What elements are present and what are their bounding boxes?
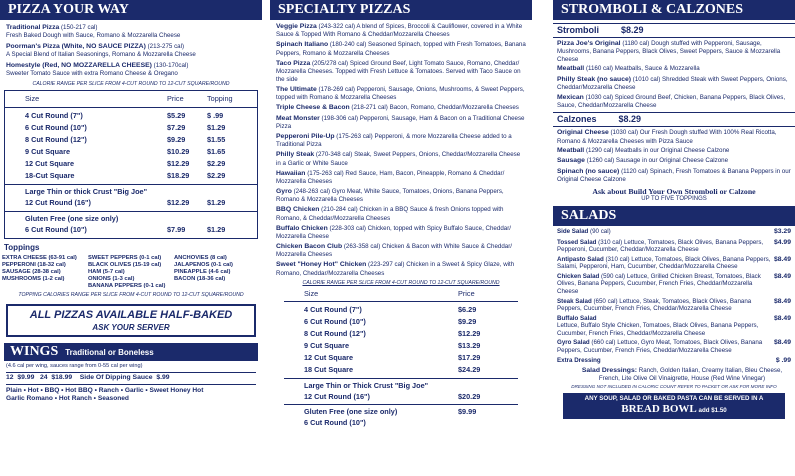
divider [5, 184, 257, 185]
specialty-item: Gyro (248-263 cal) Gyro Meat, White Sauce, Tomatoes, Onions, Banana Peppers, Romano & Mozzarella Cheeses [276, 188, 504, 204]
pizza-column [0, 0, 262, 476]
table-row: 18 Cut Square $24.29 [304, 364, 481, 374]
salad-item: Antipasto Salad (310 cal) Lettuce, Tomatoes, Black Olives, Banana Peppers, Salami, Pepperoni, Ham, Cucumber, Cheddar/Mozzarella Cheese $8.49 [557, 255, 791, 271]
salad-item: Steak Salad (650 cal) Lettuce, Steak, Tomatoes, Black Olives, Banana Peppers, Cucumber, French Fries, Cheddar/Mozzarella Cheese $8.49 [557, 297, 791, 313]
table-row: 8 Cut Round (12") $12.29 [304, 328, 481, 338]
table-row: 6 Cut Round (10") [304, 417, 366, 427]
calorie-note: CALORIE RANGE PER SLICE FROM 4-CUT ROUND TO 12-CUT SQUARE/ROUND [32, 80, 230, 87]
toppings-grid [2, 255, 260, 290]
specialty-item: Pepperoni Pile-Up (175-263 cal) Pepperoni, & more Mozzarella Cheese added to a Traditional Pizza [276, 133, 512, 149]
table-header: Size Price Topping [25, 93, 233, 103]
wings-prices: 12 $9.99 24 $18.99 Side Of Dipping Sauce $.99 [6, 372, 256, 384]
calzone-item: Meatball (1290 cal) Meatballs in our Original Cheese Calzone [557, 147, 730, 155]
specialty-calorie-note: CALORIE RANGE PER SLICE FROM 4-CUT ROUND TO 12-CUT SQUARE/ROUND [302, 280, 500, 287]
specialty-item: Sweet "Honey Hot" Chicken (223-297 cal) Chicken in a Sweet & Spicy Glaze, with Romano, Cheddar/Mozzarella Cheeses [276, 261, 515, 277]
table-row: 6 Cut Round (10") $7.29 $1.29 [25, 122, 226, 132]
table-row: 9 Cut Square $10.29 $1.65 [25, 146, 226, 156]
specialty-item: Meat Monster (198-306 cal) Pepperoni, Sausage, Ham & Bacon on a Traditional Cheese Pizza [276, 114, 525, 130]
stromboli-item: Philly Steak (no sauce) (1010 cal) Shredded Steak with Sweet Peppers, Onions, Cheddar/Mozzarella Cheese [557, 75, 788, 91]
table-row: 12 Cut Square $12.29 $2.29 [25, 158, 226, 168]
wings-calories: (4.6 cal per wing, sauces range from 0-55 cal per wing) [6, 363, 143, 370]
salad-item: Gyro Salad (660 cal) Lettuce, Gyro Meat, Tomatoes, Black Olives, Banana Peppers, Cucumber, French Fries, Cheddar/Mozzarella Cheese $8.49 [557, 339, 791, 354]
table-row: 4 Cut Round (7") $6.29 [304, 304, 477, 314]
pizza-item: Traditional Pizza (150-217 cal) Fresh Baked Dough with Sauce, Romano & Mozzarella Cheese [6, 24, 181, 40]
specialty-price-table [274, 289, 528, 428]
specialty-item: Spinach Italiano (180-240 cal) Seasoned Spinach, topped with Fresh Tomatoes, Banana Peppers, Romano & Mozzarella Cheeses [276, 41, 526, 57]
specialty-item: Veggie Pizza (243-322 cal) A blend of Spices, Broccoli & Cauliflower, covered in a White Sauce & Topped With Romano & Cheddar/Mozzarella Cheeses [276, 23, 523, 39]
table-row: 12 Cut Square $17.29 [304, 352, 481, 362]
salad-item: Chicken Salad (590 cal) Lettuce, Grilled Chicken Breast, Tomatoes, Black Olives, Banana Peppers, Cucumber, French Fries, Cheddar/Mozzarella Cheese $8.49 [557, 272, 791, 296]
table-row: 6 Cut Round (10") $9.29 [304, 316, 477, 326]
table-row: 18-Cut Square $18.29 $2.29 [25, 170, 226, 180]
divider [284, 301, 518, 302]
bread-bowl-banner: ANY SOUP, SALAD OR BAKED PASTA CAN BE SERVED IN A BREAD BOWL add $1.50 [563, 393, 785, 419]
wings-banner: WINGS Traditional or Boneless [4, 343, 258, 361]
salads-title: SALADS [553, 206, 795, 226]
pizza-item: Poorman's Pizza (White, NO SAUCE PIZZA) (213-275 cal) A Special Blend of Italian Seasonings, Romano & Mozzarella Cheese [6, 42, 196, 59]
divider [5, 107, 257, 108]
specialty-item: BBQ Chicken (210-284 cal) Chicken in a BBQ Sauce & fresh Onions topped with Romano, & Cheddar/Mozzarella Cheeses [276, 206, 504, 222]
specialty-item: Buffalo Chicken (228-303 cal) Chicken, topped with Spicy Buffalo Sauce, Cheddar/ Mozzarella Cheese [276, 224, 511, 241]
salad-dressings: Salad Dressings: Ranch, Golden Italian, Creamy Italian, Bleu Cheese, French, Lite Olive Oil Vinaigrette, House (Red Wine Vinegar) [581, 366, 783, 383]
specialty-item: The Ultimate (178-269 cal) Pepperoni, Sausage, Onions, Mushrooms, & Sweet Peppers, topped with Romano & Mozzarella Cheeses [276, 85, 525, 101]
divider [5, 211, 257, 212]
table-header: Size Price [304, 288, 475, 298]
calzone-item: Original Cheese (1030 cal) Our Fresh Dough stuffed With 100% Real Ricotta, Romano & Mozzarella Cheeses with Pizza Sauce [557, 129, 777, 145]
table-row: 12 Cut Round (16") $20.29 [304, 391, 481, 401]
calzone-item: Spinach (no sauce) (1120 cal) Spinach, Fresh Tomatoes & Banana Peppers in our Original Cheese Calzone [557, 167, 791, 183]
build-your-own-sub: UP TO FIVE TOPPINGS [641, 196, 707, 203]
divider [284, 378, 518, 379]
salad-item: Tossed Salad (310 cal) Lettuce, Tomatoes, Black Olives, Banana Peppers, Pepperoni, Cucumber, Cheddar/Mozzarella Cheese $4.99 [557, 238, 791, 254]
calzone-item: Sausage (1260 cal) Sausage in our Original Cheese Calzone [557, 157, 729, 165]
salad-item: Side Salad (90 cal) $3.29 [557, 228, 791, 236]
table-row: Large Thin or Thick Crust "Big Joe" [304, 380, 429, 390]
stromboli-item: Pizza Joe's Original (1180 cal) Dough stuffed with Pepperoni, Sausage, Mushrooms, Banana Peppers, Black Olives, Sweet Peppers, Sauce & Mozzarella Cheese [557, 39, 781, 63]
specialty-item: Hawaiian (175-263 cal) Red Sauce, Ham, Bacon, Pineapple, Romano & Cheddar/ Mozzarella Cheeses [276, 169, 505, 186]
specialty-column [270, 0, 532, 476]
stromboli-item: Meatball (1160 cal) Meatballs, Sauce & Mozzarella [557, 65, 700, 73]
stromboli-item: Mexican (1030 cal) Spiced Ground Beef, Chicken, Banana Peppers, Black Olives, Sauce, Cheddar/Mozzarella Cheese [557, 93, 786, 109]
pizza-your-way-title: PIZZA YOUR WAY [0, 0, 262, 20]
stromboli-header: Stromboli $8.29 [553, 23, 795, 38]
toppings-column: SWEET PEPPERS (0-1 cal) BLACK OLIVES (15-19 cal) HAM (5-7 cal) ONIONS (1-3 cal) BANANA PEPPERS (0-1 cal) [88, 254, 166, 289]
build-your-own-note: Ask about Build Your Own Stromboli or Calzone [592, 186, 756, 196]
dressing-note: DRESSING NOT INCLUDED IN CALORIC COUNT REFER TO PACKET OR ASK FOR MORE INFO [571, 383, 777, 389]
specialty-pizzas-title: SPECIALTY PIZZAS [270, 0, 532, 20]
topping-calorie-note: TOPPING CALORIES RANGE PER SLICE FROM 4-CUT ROUND TO 12-CUT SQUARE/ROUND [18, 291, 244, 298]
specialty-item: Taco Pizza (205/278 cal) Spiced Ground Beef, Light Tomato Sauce, Romano, Cheddar/ Mozzarella Cheeses. Topped with Fresh Lettuce & Tomatoes. Served with Taco Sauce on the side [276, 59, 521, 83]
toppings-title: Toppings [4, 242, 40, 252]
table-row: Large Thin or thick Crust "Big Joe" [25, 186, 148, 196]
specialty-list [270, 23, 532, 277]
stromboli-calzones-title: STROMBOLI & CALZONES [553, 0, 795, 20]
salad-item: Buffalo Salad Lettuce, Buffalo Style Chicken, Tomatoes, Black Olives, Banana Peppers, Cucumber, French Fries, Cheddar/Mozzarella Cheese $8.49 [557, 314, 791, 337]
stromboli-column [553, 0, 795, 476]
divider [284, 404, 518, 405]
salads-list [553, 228, 795, 364]
specialty-item: Chicken Bacon Club (263-358 cal) Chicken & Bacon with White Sauce & Cheddar/ Mozzarella Cheeses [276, 243, 513, 259]
table-row: 9 Cut Square $13.29 [304, 340, 481, 350]
calzones-header: Calzones $8.29 [553, 112, 795, 127]
pizza-item: Homestyle (Red, NO MOZZARELLA CHEESE) (130-170cal) Sweeter Tomato Sauce with extra Romano Cheese & Oregano [6, 61, 189, 77]
table-row: Gluten Free (one size only) $9.99 [304, 406, 477, 416]
specialty-item: Philly Steak (270-348 cal) Steak, Sweet Peppers, Onions, Cheddar/Mozzarella Cheese in a Garlic or White Sauce [276, 151, 521, 167]
table-row: 6 Cut Round (10") $7.99 $1.29 [25, 224, 226, 234]
table-row: 8 Cut Round (12") $9.29 $1.55 [25, 134, 226, 144]
wings-flavors: Plain • Hot • BBQ • Hot BBQ • Ranch • Garlic • Sweet Honey Hot Garlic Romano • Hot Ranch • Seasoned [6, 386, 204, 402]
extra-dressing: Extra Dressing $ .99 [557, 356, 791, 364]
table-row: 12 Cut Round (16") $12.29 $1.29 [25, 197, 226, 207]
pizza-price-table [4, 90, 258, 239]
specialty-item: Triple Cheese & Bacon (218-271 cal) Bacon, Romano, Cheddar/Mozzarella Cheeses [276, 103, 519, 111]
toppings-column: EXTRA CHEESE (63-91 cal) PEPPERONI (18-32 cal) SAUSAGE (28-38 cal) MUSHROOMS (1-2 cal) [2, 254, 77, 282]
toppings-column: ANCHOVIES (8 cal) JALAPENOS (0-1 cal) PINEAPPLE (4-6 cal) BACON (18-36 cal) [174, 254, 233, 282]
table-row: Gluten Free (one size only) [25, 213, 119, 223]
half-baked-box: ALL PIZZAS AVAILABLE HALF-BAKED ASK YOUR SERVER [6, 304, 256, 337]
table-row: 4 Cut Round (7") $5.29 $ .99 [25, 110, 224, 120]
